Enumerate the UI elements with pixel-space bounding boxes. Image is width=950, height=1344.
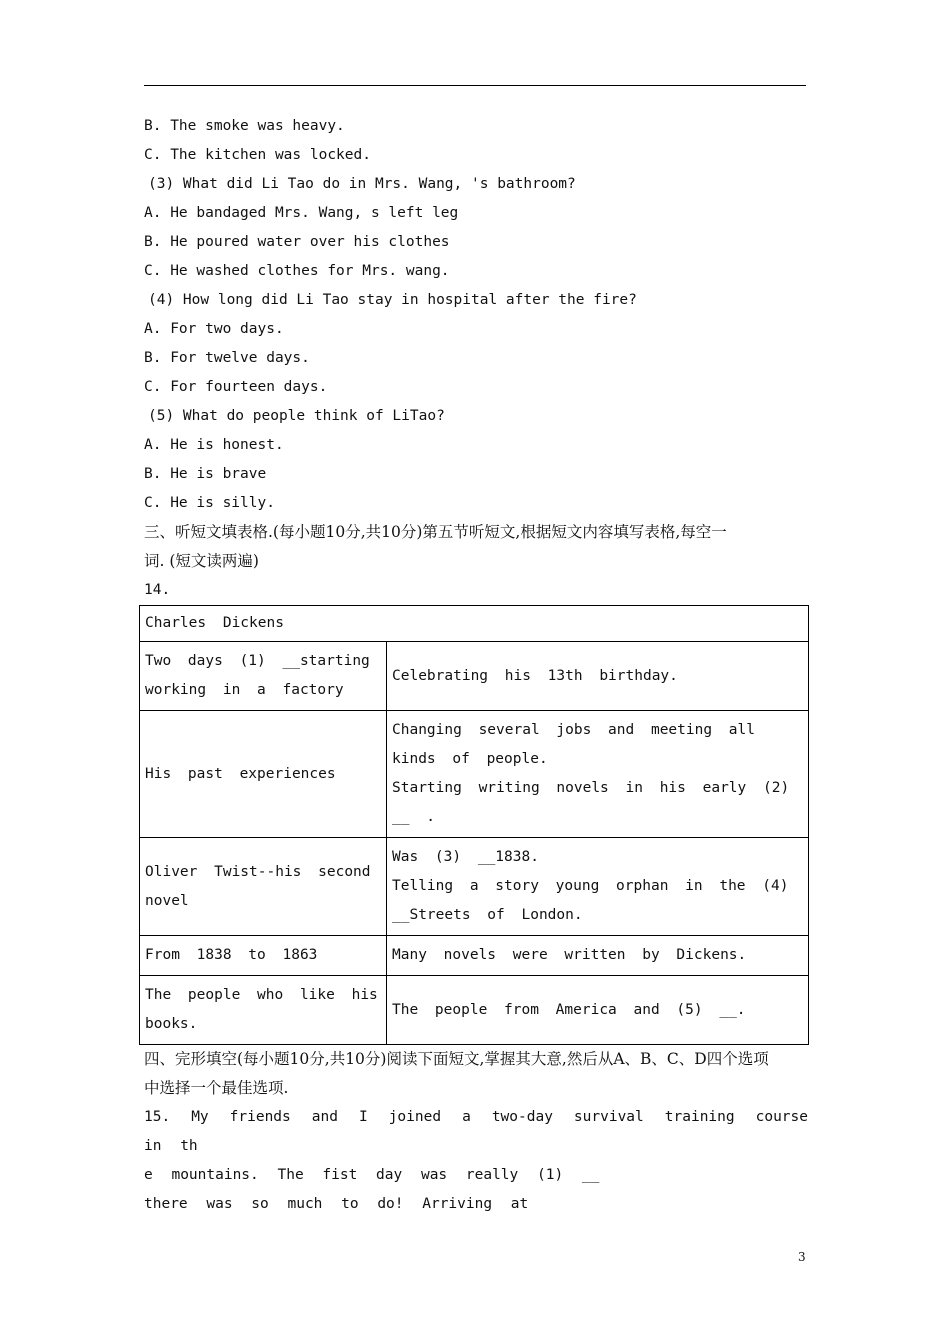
question-4: (4) How long did Li Tao stay in hospital after the fire? — [148, 292, 637, 308]
table-cell-right — [387, 838, 809, 936]
section4-instruction-2: 中选择一个最佳选项. — [144, 1079, 289, 1097]
table-cell-left: The people who like his books. — [140, 976, 387, 1045]
table-cell-right — [387, 711, 809, 838]
q4-option-a: A. For two days. — [144, 321, 284, 337]
cell-line: The people from America and (5) __. — [392, 1001, 746, 1018]
question-5: (5) What do people think of LiTao? — [148, 408, 445, 424]
passage-line: 15. My friends and I joined a two-day survival training course in th — [144, 1109, 808, 1154]
passage-line: e mountains. The fist day was really (1) __ — [144, 1167, 600, 1183]
cell-line: Celebrating his 13th birthday. — [392, 667, 678, 684]
page-number: 3 — [798, 1250, 806, 1264]
option-b-top: B. The smoke was heavy. — [144, 118, 345, 134]
table-row — [140, 976, 809, 1045]
q5-option-b: B. He is brave — [144, 466, 267, 482]
q3-option-c: C. He washed clothes for Mrs. wang. — [144, 263, 450, 279]
table-header-cell: Charles Dickens — [140, 606, 809, 642]
option-c-top: C. The kitchen was locked. — [144, 147, 371, 163]
header-rule — [144, 85, 806, 86]
q4-option-c: C. For fourteen days. — [144, 379, 328, 395]
q5-option-a: A. He is honest. — [144, 437, 284, 453]
table-row — [140, 936, 809, 976]
cloze-passage — [144, 1103, 808, 1219]
cell-line: Changing several jobs and meeting all kinds of people. — [392, 722, 756, 767]
passage-line: there was so much to do! Arriving at — [144, 1196, 529, 1212]
table-header-row — [140, 606, 809, 642]
dickens-table — [139, 605, 809, 1045]
page-content — [144, 112, 810, 1219]
question-14-number: 14. — [144, 582, 171, 598]
q3-option-a: A. He bandaged Mrs. Wang, s left leg — [144, 205, 459, 221]
cell-line: Many novels were written by Dickens. — [392, 947, 747, 963]
question-3: (3) What did Li Tao do in Mrs. Wang, 's bathroom? — [148, 176, 576, 192]
table-row — [140, 711, 809, 838]
table-cell-left: Oliver Twist--his second novel — [140, 838, 387, 936]
table-cell-right — [387, 976, 809, 1045]
q3-option-b: B. He poured water over his clothes — [144, 234, 450, 250]
q4-option-b: B. For twelve days. — [144, 350, 310, 366]
table-cell-left: Two days (1) __starting working in a factory — [140, 642, 387, 711]
table-cell-right — [387, 642, 809, 711]
table-cell-right — [387, 936, 809, 976]
q5-option-c: C. He is silly. — [144, 495, 275, 511]
table-cell-left: His past experiences — [140, 711, 387, 838]
cell-line: Telling a story young orphan in the (4) __Streets of London. — [392, 878, 789, 923]
section3-instruction-2: 词. (短文读两遍) — [144, 552, 259, 570]
table-row — [140, 642, 809, 711]
cell-line: Was (3) __1838. — [392, 849, 539, 865]
table-row — [140, 838, 809, 936]
cell-line: Starting writing novels in his early (2) __ . — [392, 780, 790, 825]
section4-instruction-1: 四、完形填空(每小题10分,共10分)阅读下面短文,掌握其大意,然后从A、B、C、D四个选项 — [144, 1050, 769, 1068]
table-cell-left: From 1838 to 1863 — [140, 936, 387, 976]
section3-instruction-1: 三、听短文填表格.(每小题10分,共10分)第五节听短文,根据短文内容填写表格,每空一 — [144, 523, 727, 541]
